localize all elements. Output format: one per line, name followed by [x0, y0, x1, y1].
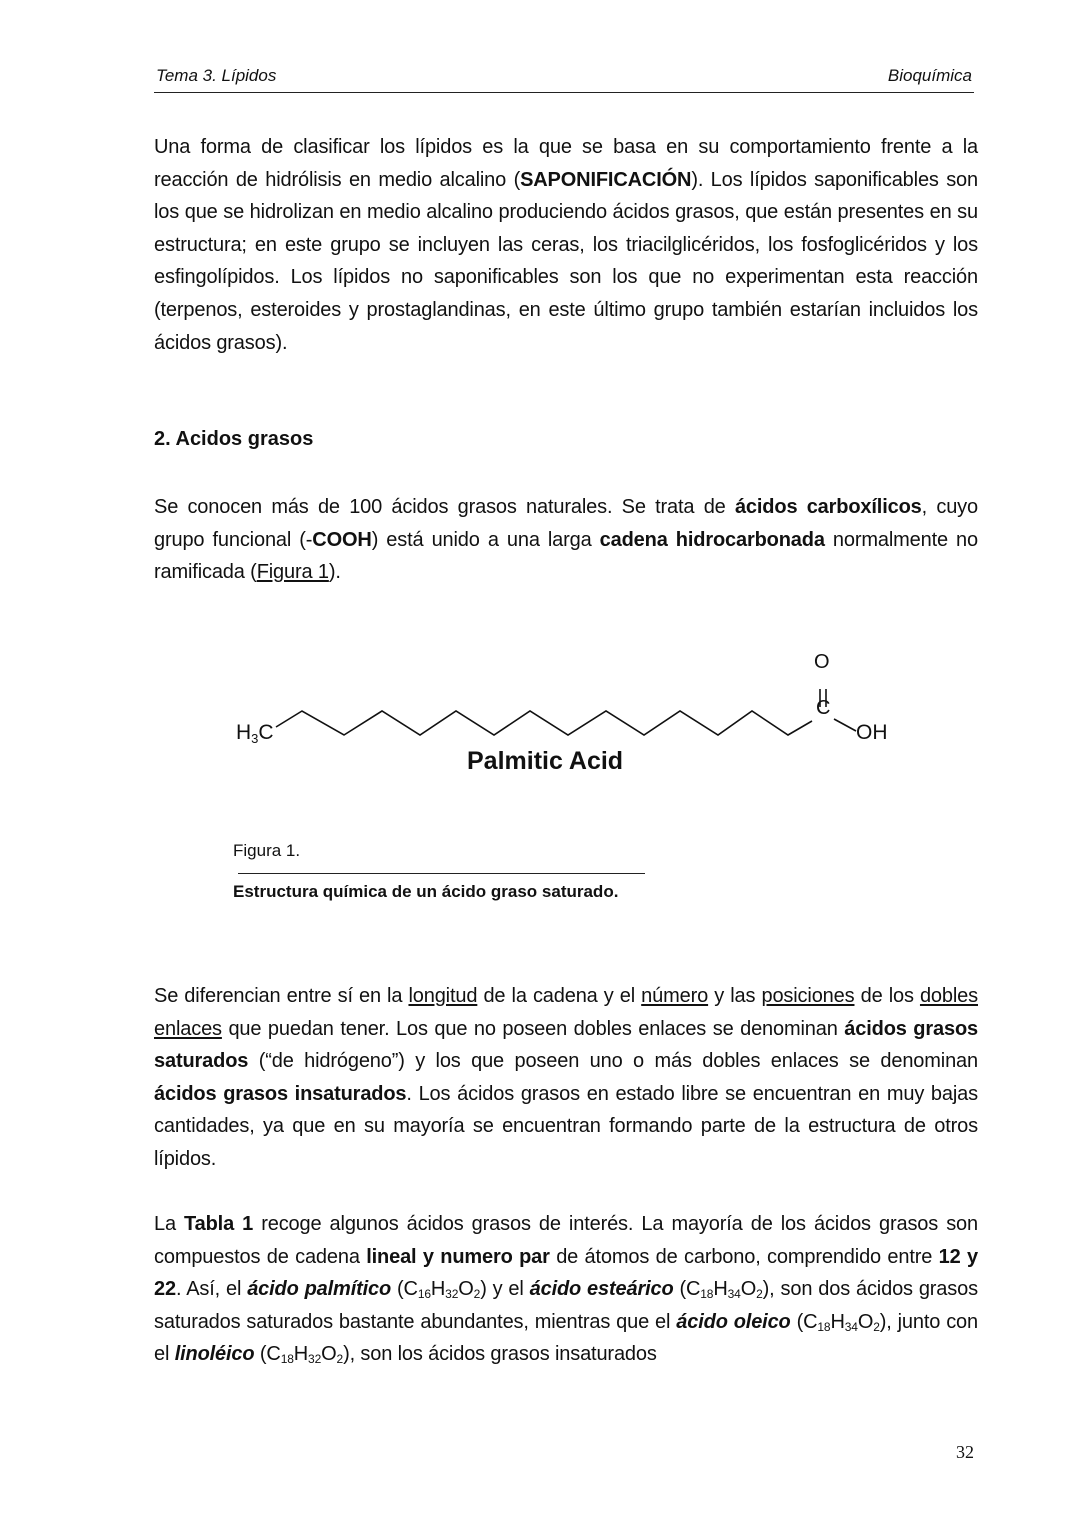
figure-caption-number: Figura 1.	[233, 841, 301, 860]
palmitic-acid-figure	[230, 645, 910, 785]
intro-paragraph	[154, 131, 978, 359]
text-run: Se conocen más de 100 ácidos grasos naturales. Se trata de	[154, 496, 735, 518]
underlined-term: longitud	[408, 985, 478, 1007]
bold-term: COOH	[312, 528, 372, 551]
figure-caption-text: Estructura química de un ácido graso saturado.	[233, 882, 619, 901]
header-chapter-title: Tema 3. Lípidos	[156, 66, 277, 85]
section-heading: 2. Acidos grasos	[154, 428, 314, 450]
text-run: ), junto con el	[154, 1310, 978, 1366]
hydroxyl-label: OH	[856, 721, 888, 744]
saturation-paragraph	[154, 980, 978, 1176]
underlined-term: número	[641, 985, 709, 1007]
text-run: de la cadena y el	[477, 985, 642, 1007]
text-run: . Así, el	[175, 1278, 248, 1301]
header-subject: Bioquímica	[887, 66, 972, 85]
bold-italic-term: ácido esteárico	[529, 1278, 674, 1301]
figure-1-link[interactable]: Figura 1	[256, 561, 329, 584]
text-run: de átomos de carbono, comprendido entre	[549, 1245, 939, 1268]
bold-term: 12 y 22	[154, 1245, 978, 1301]
page-header	[154, 64, 974, 93]
figure-title: Palmitic Acid	[467, 747, 624, 775]
methyl-group-label: $H_3C$	[236, 721, 274, 746]
text-run: ), son los ácidos grasos insaturados	[343, 1343, 657, 1366]
text-run: ). Los lípidos saponificables son los que se hidrolizan en medio alcalino produciendo ácidos grasos, que están presentes en su estructura; en este grupo se incluyen las ceras, los triacilglicéridos, los fosfoglicéridos y los esfingolípidos. Los lípidos no saponificables son los que no experimentan esta reacción (terpenos, esteroides y prostaglandinas, en este último grupo también estarían incluidos los ácidos grasos).	[154, 168, 978, 354]
text-run: normalmente no ramificada (	[154, 528, 978, 584]
chemical-formula: ($C_{18}H_{34}O_2$	[790, 1310, 880, 1334]
bold-italic-term: ácido oleico	[676, 1310, 791, 1333]
text-run: recoge algunos ácidos grasos de interés. La mayoría de los ácidos grasos son compuestos de cadena	[154, 1213, 978, 1268]
chemical-formula: ($C_{16}H_{32}O_2$	[391, 1278, 481, 1302]
bold-term: cadena hidrocarbonada	[599, 528, 825, 551]
bold-term: ácidos carboxílicos	[734, 496, 922, 518]
text-run: Una forma de clasificar los lípidos es la que se basa en su comportamiento frente a la reacción de hidrólisis en medio alcalino (	[154, 136, 978, 191]
page-number: 32	[956, 1442, 974, 1462]
text-run: ), son dos ácidos grasos saturados saturados bastante abundantes, mientras que el	[154, 1278, 978, 1333]
fatty-acids-paragraph	[154, 491, 978, 589]
bold-term: ácidos grasos insaturados	[154, 1082, 407, 1105]
carbon-label: C	[816, 697, 831, 719]
oxygen-label: O	[814, 651, 830, 673]
text-run: de los	[854, 985, 920, 1007]
bold-italic-term: linoléico	[174, 1343, 255, 1366]
bold-term: lineal y numero par	[366, 1245, 550, 1268]
chemical-formula: ($C_{18}H_{32}O_2$	[254, 1343, 344, 1367]
underlined-term: posiciones	[761, 985, 855, 1007]
text-run: , cuyo grupo funcional (-	[154, 496, 978, 551]
text-run: y las	[708, 985, 762, 1007]
text-run: ) y el	[480, 1278, 530, 1301]
text-run: . Los ácidos grasos en estado libre se encuentran en muy bajas cantidades, ya que en su mayoría se encuentran formando parte de la estructura de otros lípidos.	[154, 1082, 978, 1170]
bold-term: ácidos grasos saturados	[154, 1017, 978, 1073]
bold-term-saponificacion: SAPONIFICACIÓN	[520, 168, 692, 191]
text-run: que puedan tener. Los que no poseen dobles enlaces se denominan	[221, 1017, 845, 1040]
text-run: Se diferencian entre sí en la	[154, 985, 409, 1007]
text-run: (“de hidrógeno”) y los que poseen uno o más dobles enlaces se denominan	[248, 1050, 978, 1073]
underlined-term: dobles enlaces	[154, 985, 978, 1040]
text-run: ) está unido a una larga	[371, 528, 600, 551]
bold-italic-term: ácido palmítico	[247, 1278, 392, 1301]
caption-divider	[238, 873, 645, 874]
text-run: La	[154, 1213, 185, 1235]
text-run: ).	[328, 561, 341, 584]
chemical-formula: ($C_{18}H_{34}O_2$	[673, 1278, 763, 1302]
bold-term: Tabla 1	[184, 1213, 254, 1235]
table-reference-paragraph	[154, 1208, 978, 1371]
